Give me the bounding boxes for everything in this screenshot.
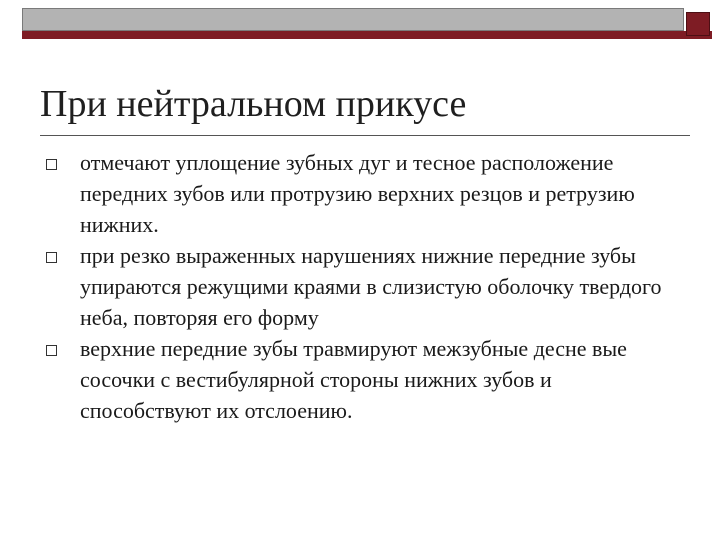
bullet-item (42, 333, 682, 426)
hollow-square-bullet-icon (46, 252, 57, 263)
top-gray-bar (22, 8, 684, 31)
title-divider (40, 135, 690, 136)
top-red-bar (22, 31, 712, 39)
bullet-text: верхние передние зубы травмируют межзубные десне вые сосочки с вестибулярной стороны нижних зубов и способствуют их отслоению. (80, 336, 627, 423)
hollow-square-bullet-icon (46, 159, 57, 170)
bullet-item (42, 240, 682, 333)
top-red-square (686, 12, 710, 36)
top-decorative-band (22, 8, 712, 40)
slide-title: При нейтральном прикусе (40, 83, 467, 125)
bullet-text: отмечают уплощение зубных дуг и тесное расположение передних зубов или протрузию верхних резцов и ретрузию нижних. (80, 150, 635, 237)
bullet-item (42, 147, 682, 240)
hollow-square-bullet-icon (46, 345, 57, 356)
bullet-list (42, 147, 682, 426)
bullet-text: при резко выраженных нарушениях нижние передние зубы упираются режущими краями в слизистую оболочку твердого неба, повторяя его форму (80, 243, 662, 330)
